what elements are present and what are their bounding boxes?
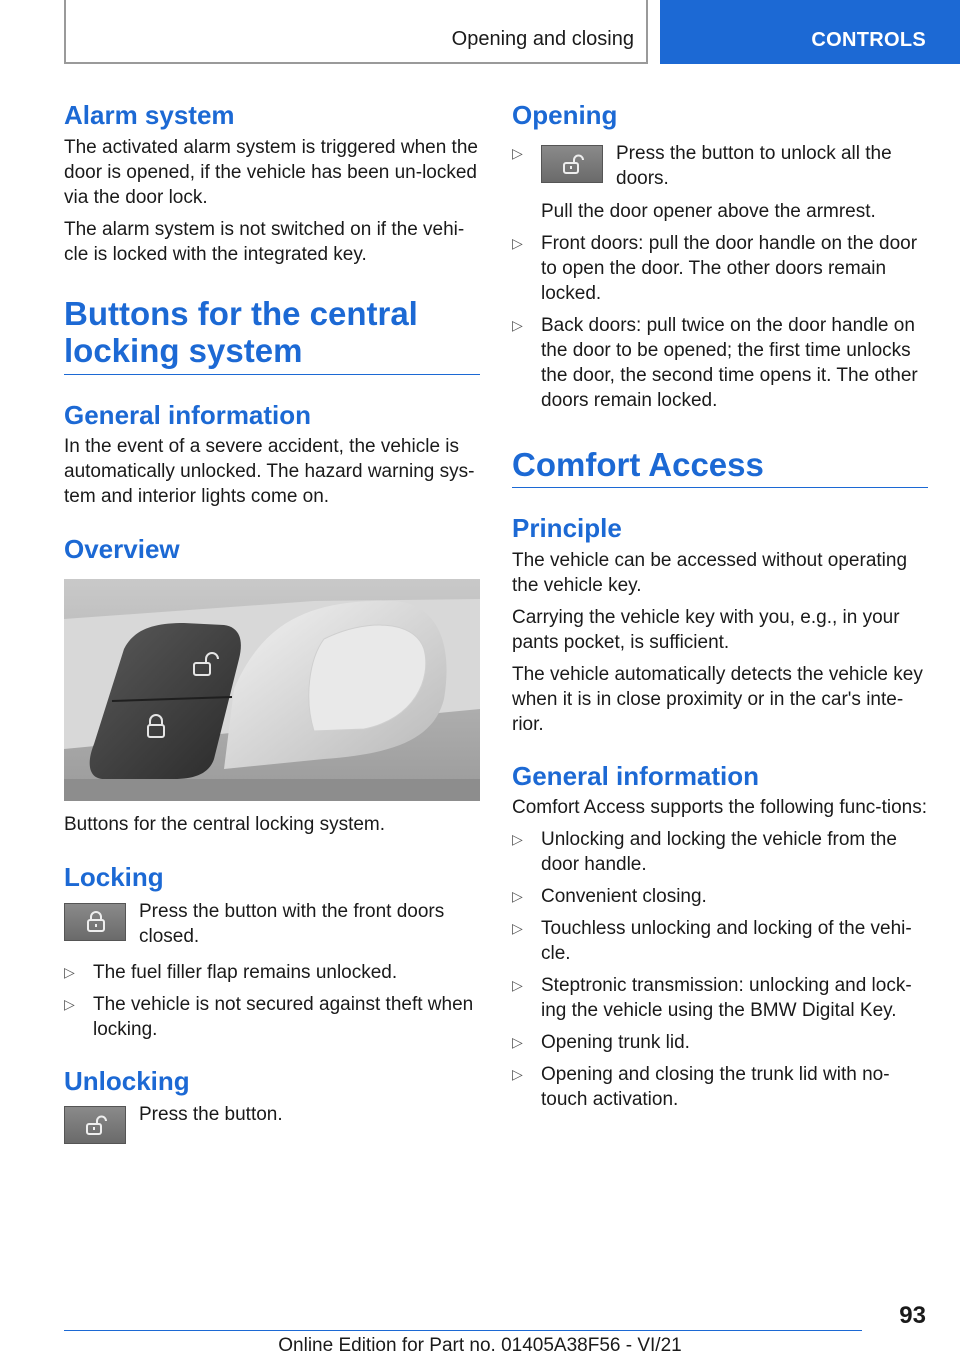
opening-bullet-list (512, 141, 928, 413)
unlock-icon (85, 1114, 107, 1136)
principle-paragraph-1: The vehicle can be accessed without operating the vehicle key. (512, 549, 908, 596)
list-item: ▷ Opening trunk lid. (512, 1031, 690, 1053)
bullet-triangle-icon: ▷ (512, 1065, 523, 1082)
header-section-title: Opening and closing (451, 28, 634, 50)
alarm-system-heading: Alarm system (64, 100, 235, 130)
unlock-button-graphic (64, 1106, 126, 1144)
comfort-access-heading: Comfort Access (512, 446, 928, 488)
opening-heading: Opening (512, 100, 618, 130)
bullet-triangle-icon: ▷ (512, 235, 523, 252)
bullet-triangle-icon: ▷ (64, 964, 75, 981)
buttons-central-locking-heading: Buttons for the central locking system (64, 295, 480, 375)
comfort-functions-list (512, 827, 928, 1112)
lock-icon (85, 911, 107, 933)
unlock-icon (562, 153, 584, 175)
locking-heading: Locking (64, 862, 164, 893)
door-panel-illustration (64, 579, 480, 801)
right-column (512, 100, 928, 1112)
page-number: 93 (899, 1302, 926, 1329)
list-item: ▷ Steptronic transmission: unlocking and lock‐ing the vehicle using the BMW Digital Key. (512, 974, 912, 1021)
bullet-triangle-icon: ▷ (512, 887, 523, 904)
principle-paragraph-3: The vehicle automatically detects the vehicle key when it is in close proximity or in the car's inte‐rior. (512, 663, 923, 735)
general-information-paragraph: In the event of a severe accident, the vehicle is automatically unlocked. The hazard warning sys‐tem and interior lights come on. (64, 435, 475, 507)
photo-caption: Buttons for the central locking system. (64, 814, 386, 836)
list-item: ▷ Unlocking and locking the vehicle from the door handle. (512, 828, 897, 875)
list-item: ▷ The vehicle is not secured against theft when locking. (64, 994, 474, 1041)
bullet-triangle-icon: ▷ (512, 145, 523, 162)
comfort-general-paragraph: Comfort Access supports the following func‐tions: (512, 796, 928, 818)
alarm-paragraph-2: The alarm system is not switched on if the vehi‐cle is locked with the integrated key. (64, 219, 465, 266)
unlocking-text: Press the button. (139, 1103, 283, 1125)
bullet-triangle-icon: ▷ (512, 919, 523, 936)
list-item: ▷ Front doors: pull the door handle on the door to open the door. The other doors remain locked. (512, 233, 918, 305)
opening-bullet-1-text: Press the button to unlock all the doors. (616, 143, 892, 190)
list-item (512, 141, 928, 224)
list-item: ▷ The fuel filler flap remains unlocked. (64, 962, 398, 984)
footer-divider (64, 1330, 862, 1331)
list-item: ▷ Back doors: pull twice on the door handle on the door to be opened; the first time unlocks the door, the second time opens it. The other doors remain locked. (512, 315, 918, 412)
footer-edition: Online Edition for Part no. 01405A38F56 - VI/21 (278, 1335, 682, 1356)
header-chapter-label: CONTROLS (811, 29, 926, 51)
bullet-triangle-icon: ▷ (512, 976, 523, 993)
unlock-button-graphic (541, 145, 603, 183)
locking-bullet-list (64, 960, 480, 1042)
bullet-triangle-icon: ▷ (512, 830, 523, 847)
list-item: ▷ Opening and closing the trunk lid with no-touch activation. (512, 1063, 890, 1110)
comfort-general-information-heading: General information (512, 760, 760, 791)
list-item: ▷ Convenient closing. (512, 885, 707, 907)
header-chapter-tab (660, 0, 960, 64)
bullet-triangle-icon: ▷ (512, 317, 523, 334)
bullet-triangle-icon: ▷ (64, 996, 75, 1013)
principle-heading: Principle (512, 513, 622, 544)
overview-heading: Overview (64, 533, 180, 564)
left-column (64, 100, 480, 1152)
alarm-paragraph-1: The activated alarm system is triggered when the door is opened, if the vehicle has been un‐locked via the door lock. (64, 137, 478, 209)
bullet-triangle-icon: ▷ (512, 1033, 523, 1050)
general-information-heading: General information (64, 399, 312, 430)
locking-text: Press the button with the front doors closed. (139, 901, 445, 948)
header-section-box (64, 0, 648, 64)
unlocking-heading: Unlocking (64, 1066, 190, 1097)
opening-bullet-1-subtext: Pull the door opener above the armrest. (541, 201, 876, 223)
central-locking-buttons-photo (64, 579, 480, 801)
lock-button-graphic (64, 903, 126, 941)
list-item: ▷ Touchless unlocking and locking of the vehi‐cle. (512, 917, 912, 964)
principle-paragraph-2: Carrying the vehicle key with you, e.g., in your pants pocket, is sufficient. (512, 606, 900, 653)
